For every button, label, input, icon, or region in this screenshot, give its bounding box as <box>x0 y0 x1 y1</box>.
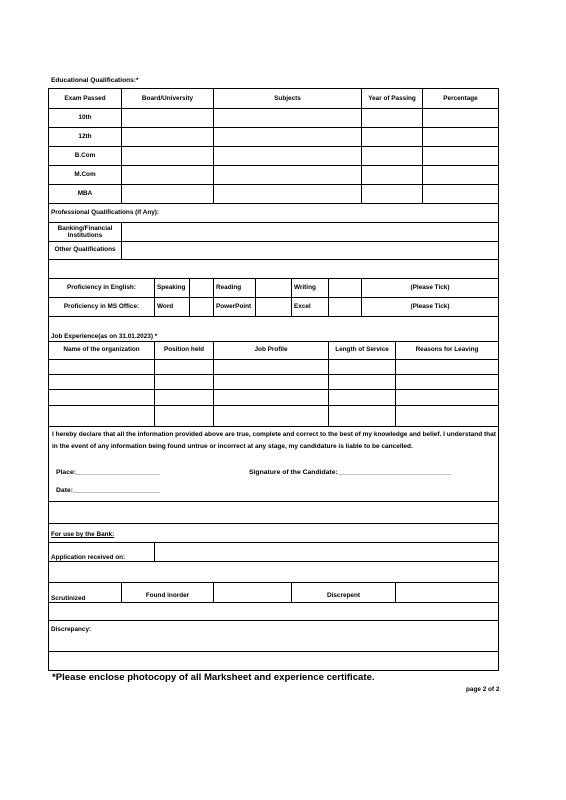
row-divider <box>49 523 498 524</box>
col-divider <box>328 278 329 316</box>
application-form-table <box>48 88 499 671</box>
signature-field[interactable]: Signature of the Candidate:______________________________ <box>249 469 452 476</box>
col-divider <box>291 278 292 316</box>
job-header-length: Length of Service <box>335 346 389 354</box>
col-divider <box>189 278 190 316</box>
edu-row-exam: 12th <box>78 132 92 140</box>
edu-header-subjects: Subjects <box>274 94 301 102</box>
col-divider <box>121 222 122 259</box>
excel-option: Excel <box>294 303 311 310</box>
discrepent-label: Discrepent <box>326 592 361 600</box>
col-divider <box>213 278 214 316</box>
writing-option: Writing <box>294 284 316 291</box>
edu-header-percentage: Percentage <box>443 94 478 102</box>
reading-option: Reading <box>216 284 242 291</box>
edu-row-exam: MBA <box>77 189 93 197</box>
job-experience-title: Job Experience(as on 31.01.2023) * <box>51 333 158 340</box>
row-divider <box>49 359 498 360</box>
job-header-organization: Name of the organization <box>63 346 140 354</box>
edu-row-exam: 10th <box>78 113 92 121</box>
row-divider <box>49 542 498 543</box>
bank-use-title: For use by the Bank: <box>51 531 115 538</box>
speaking-option: Speaking <box>157 284 186 291</box>
row-divider <box>49 602 498 603</box>
row-divider <box>49 582 498 583</box>
educational-qualifications-title: Educational Qualifications:* <box>51 77 139 84</box>
word-option: Word <box>157 303 174 310</box>
job-header-position: Position held <box>163 346 205 354</box>
declaration-text: I hereby declare that all the information provided above are true, complete and correct to the best of my knowledge and belief. I understand that in the event of any information being found untrue or incorrect at any stage, my candidature is liable to be cancelled. <box>52 431 496 450</box>
row-divider <box>49 389 498 390</box>
row-divider <box>49 426 498 427</box>
row-divider <box>49 259 498 260</box>
scrutinized-label: Scrutinized <box>51 595 86 602</box>
col-divider <box>154 278 155 316</box>
date-field[interactable]: Date:_______________________ <box>56 487 160 494</box>
powerpoint-option: PowerPoint <box>216 303 252 310</box>
other-qualifications-label: Other Qualifications <box>54 246 116 254</box>
application-received-label: Application received on: <box>51 554 126 561</box>
row-divider <box>49 651 498 652</box>
edu-row-exam: B.Com <box>74 151 96 159</box>
footer-note: *Please enclose photocopy of all Marksheet and experience certificate. <box>52 672 375 683</box>
row-divider <box>49 620 498 621</box>
edu-header-exam: Exam Passed <box>64 94 106 102</box>
row-divider <box>49 374 498 375</box>
row-divider <box>49 501 498 502</box>
edu-header-year: Year of Passing <box>368 94 416 102</box>
col-divider <box>255 278 256 316</box>
discrepancy-label: Discrepancy: <box>51 626 92 633</box>
banking-label: Banking/Financial Institutions <box>57 224 113 239</box>
page-number: page 2 of 2 <box>466 686 500 693</box>
edu-row-exam: M.Com <box>74 170 96 178</box>
col-divider <box>154 542 155 561</box>
job-header-profile: Job Profile <box>254 346 288 354</box>
job-header-reasons: Reasons for Leaving <box>415 346 479 354</box>
please-tick-note: (Please Tick) <box>410 302 450 310</box>
proficiency-english-label: Proficiency in English: <box>67 283 136 291</box>
please-tick-note: (Please Tick) <box>410 283 450 291</box>
place-field[interactable]: Place:______________________ <box>56 469 160 476</box>
col-divider <box>395 582 396 602</box>
professional-qualifications-label: Professional Qualifications (If Any): <box>51 209 160 216</box>
col-divider <box>213 582 214 602</box>
row-divider <box>49 203 498 204</box>
edu-header-board: Board/University <box>141 94 194 102</box>
found-inorder-label: Found inorder <box>145 592 190 600</box>
row-divider <box>49 316 498 317</box>
row-divider <box>49 405 498 406</box>
proficiency-ms-label: Proficiency in MS Office: <box>63 302 140 310</box>
